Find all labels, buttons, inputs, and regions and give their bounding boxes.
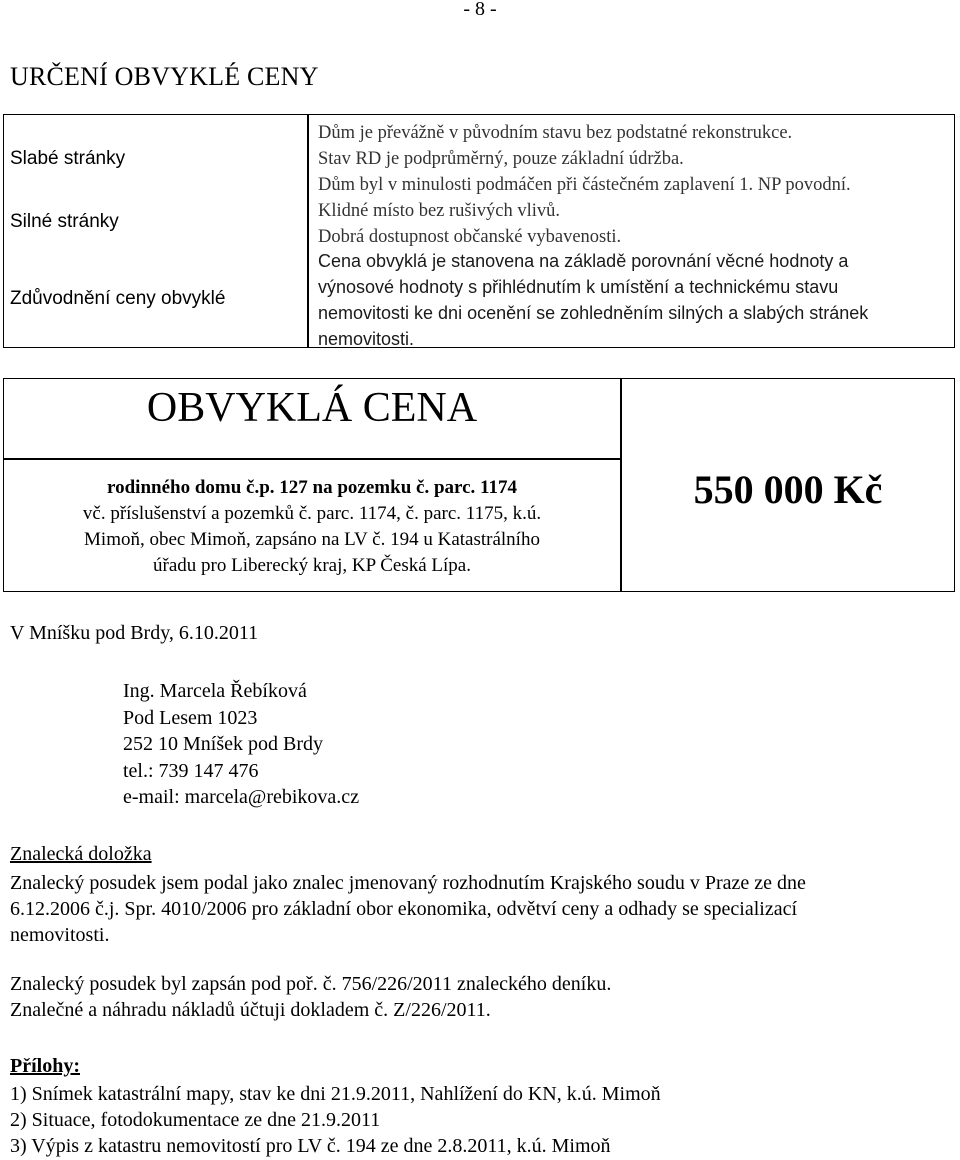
registry-line: Znalecký posudek byl zapsán pod poř. č. 756/226/2011 znaleckého deníku. xyxy=(10,973,612,995)
justification-line: nemovitosti ke dni ocenění se zohledněním silných a slabých stránek xyxy=(318,303,869,323)
weak-point-line: Dům je převážně v původním stavu bez podstatné rekonstrukce. xyxy=(318,123,793,143)
strong-points-label: Silné stránky xyxy=(10,211,119,232)
strong-point-line: Dobrá dostupnost občanské vybavenosti. xyxy=(318,227,622,247)
clause-line: 6.12.2006 č.j. Spr. 4010/2006 pro základní obor ekonomika, odvětví ceny a odhady se specializací xyxy=(10,898,798,920)
place-date: V Mníšku pod Brdy, 6.10.2011 xyxy=(10,622,259,644)
address-block xyxy=(123,678,359,811)
property-line: Mimoň, obec Mimoň, zapsáno na LV č. 194 u Katastrálního xyxy=(84,529,540,550)
weak-points-label: Slabé stránky xyxy=(10,148,126,169)
price-value: 550 000 Kč xyxy=(693,467,883,512)
attachments-list xyxy=(10,1081,661,1159)
clause-line: Znalecký posudek jsem podal jako znalec jmenovaný rozhodnutím Krajského soudu v Praze ze dne xyxy=(10,872,806,894)
clause-line: nemovitosti. xyxy=(10,924,110,946)
registry-line: Znalečné a náhradu nákladů účtuji dokladem č. Z/226/2011. xyxy=(10,999,491,1021)
justification-line: výnosové hodnoty s přihlédnutím k umístění a technickému stavu xyxy=(318,277,839,297)
attachments-heading: Přílohy: xyxy=(10,1055,80,1077)
attachment-item: 2) Situace, fotodokumentace ze dne 21.9.2011 xyxy=(10,1109,381,1131)
weak-point-line: Stav RD je podprůměrný, pouze základní údržba. xyxy=(318,149,684,169)
email-address: e-mail: marcela@rebikova.cz xyxy=(123,786,360,808)
phone-number: tel.: 739 147 476 xyxy=(123,759,259,782)
section-title: URČENÍ OBVYKLÉ CENY xyxy=(10,62,319,91)
strong-point-line: Klidné místo bez rušivých vlivů. xyxy=(318,201,561,221)
expert-clause-heading: Znalecká doložka xyxy=(10,843,152,865)
price-heading: OBVYKLÁ CENA xyxy=(146,385,478,431)
page-number: - 8 - xyxy=(463,0,497,20)
weak-points-text xyxy=(318,120,851,198)
address-street: Pod Lesem 1023 xyxy=(123,706,258,729)
price-justification-text xyxy=(318,248,868,352)
strong-points-text xyxy=(318,198,621,250)
justification-line: Cena obvyklá je stanovena na základě porovnání věcné hodnoty a xyxy=(318,251,849,271)
property-description xyxy=(3,475,621,579)
registry-text xyxy=(10,971,611,1023)
table-column-divider xyxy=(307,114,309,348)
address-city: 252 10 Mníšek pod Brdy xyxy=(123,733,323,755)
property-line: úřadu pro Liberecký kraj, KP Česká Lípa. xyxy=(153,555,471,576)
attachment-item: 1) Snímek katastrální mapy, stav ke dni 21.9.2011, Nahlížení do KN, k.ú. Mimoň xyxy=(10,1083,661,1105)
price-heading-divider xyxy=(3,458,621,460)
justification-line: nemovitosti. xyxy=(318,329,415,349)
property-line: vč. příslušenství a pozemků č. parc. 1174, č. parc. 1175, k.ú. xyxy=(82,503,542,524)
weak-point-line: Dům byl v minulosti podmáčen při částečném zaplavení 1. NP povodní. xyxy=(318,175,851,195)
expert-clause-text xyxy=(10,870,806,948)
author-name: Ing. Marcela Řebíková xyxy=(123,680,307,702)
attachment-item: 3) Výpis z katastru nemovitostí pro LV č. 194 ze dne 2.8.2011, k.ú. Mimoň xyxy=(10,1135,611,1157)
price-justification-label: Zdůvodnění ceny obvyklé xyxy=(10,288,226,309)
property-line: rodinného domu č.p. 127 na pozemku č. parc. 1174 xyxy=(107,477,517,498)
